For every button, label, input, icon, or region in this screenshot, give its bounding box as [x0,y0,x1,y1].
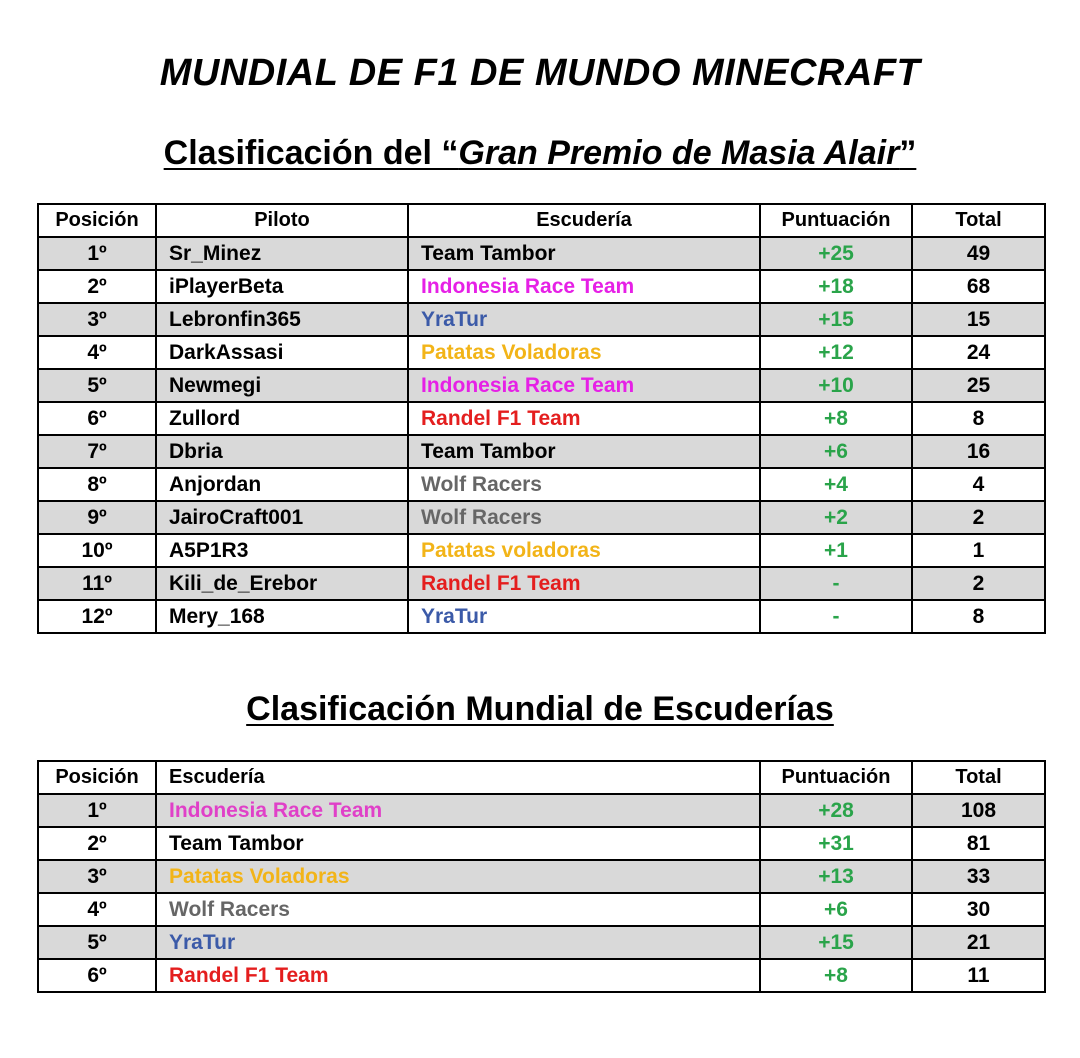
table-row [38,959,1045,992]
team-cell: Team Tambor [408,435,760,468]
table-row [38,336,1045,369]
table-row [38,303,1045,336]
team-cell: Randel F1 Team [408,567,760,600]
points-cell: +25 [760,237,912,270]
header-points: Puntuación [760,761,912,794]
position-cell: 4º [38,893,156,926]
driver-cell: Anjordan [156,468,408,501]
driver-cell: DarkAssasi [156,336,408,369]
table-row [38,794,1045,827]
position-cell: 5º [38,926,156,959]
total-cell: 33 [912,860,1045,893]
position-cell: 11º [38,567,156,600]
points-cell: +10 [760,369,912,402]
total-cell: 24 [912,336,1045,369]
position-cell: 4º [38,336,156,369]
position-cell: 3º [38,303,156,336]
document-title: MUNDIAL DE F1 DE MUNDO MINECRAFT [159,52,921,94]
teams-title-text: Clasificación Mundial de Escuderías [246,690,834,728]
team-cell: Wolf Racers [156,893,760,926]
team-cell: Team Tambor [408,237,760,270]
driver-cell: Kili_de_Erebor [156,567,408,600]
driver-cell: Lebronfin365 [156,303,408,336]
driver-cell: iPlayerBeta [156,270,408,303]
table-row [38,237,1045,270]
race-classification-title [0,134,1080,173]
points-cell: +8 [760,959,912,992]
position-cell: 9º [38,501,156,534]
position-cell: 2º [38,827,156,860]
table-row [38,926,1045,959]
table-row [38,402,1045,435]
team-cell: Team Tambor [156,827,760,860]
points-cell: - [760,600,912,633]
position-cell: 5º [38,369,156,402]
position-cell: 6º [38,959,156,992]
team-cell: Indonesia Race Team [408,270,760,303]
points-cell: +8 [760,402,912,435]
driver-cell: Mery_168 [156,600,408,633]
total-cell: 1 [912,534,1045,567]
total-cell: 49 [912,237,1045,270]
race-results-table [37,203,1046,634]
team-cell: Wolf Racers [408,468,760,501]
driver-cell: A5P1R3 [156,534,408,567]
driver-cell: Zullord [156,402,408,435]
teams-classification-title [0,690,1080,729]
total-cell: 21 [912,926,1045,959]
table-row [38,534,1045,567]
points-cell: +4 [760,468,912,501]
total-cell: 4 [912,468,1045,501]
header-points: Puntuación [760,204,912,237]
points-cell: +15 [760,926,912,959]
table-row [38,893,1045,926]
points-cell: +6 [760,893,912,926]
points-cell: - [760,567,912,600]
header-team: Escudería [156,761,760,794]
total-cell: 30 [912,893,1045,926]
total-cell: 68 [912,270,1045,303]
position-cell: 8º [38,468,156,501]
table-header-row [38,761,1045,794]
table-header-row [38,204,1045,237]
header-position: Posición [38,204,156,237]
total-cell: 8 [912,600,1045,633]
position-cell: 12º [38,600,156,633]
teams-standings-table [37,760,1046,993]
position-cell: 7º [38,435,156,468]
total-cell: 108 [912,794,1045,827]
total-cell: 16 [912,435,1045,468]
points-cell: +12 [760,336,912,369]
race-title-prefix: Clasificación del “ [163,134,459,172]
total-cell: 81 [912,827,1045,860]
total-cell: 8 [912,402,1045,435]
total-cell: 11 [912,959,1045,992]
table-row [38,860,1045,893]
team-cell: Patatas Voladoras [408,336,760,369]
points-cell: +6 [760,435,912,468]
table-row [38,435,1045,468]
table-row [38,501,1045,534]
driver-cell: Sr_Minez [156,237,408,270]
team-cell: Indonesia Race Team [156,794,760,827]
table-row [38,827,1045,860]
position-cell: 1º [38,794,156,827]
total-cell: 25 [912,369,1045,402]
team-cell: Patatas Voladoras [156,860,760,893]
table-row [38,369,1045,402]
team-cell: Randel F1 Team [156,959,760,992]
points-cell: +31 [760,827,912,860]
position-cell: 2º [38,270,156,303]
driver-cell: Dbria [156,435,408,468]
table-row [38,468,1045,501]
position-cell: 10º [38,534,156,567]
team-cell: YraTur [408,303,760,336]
driver-cell: Newmegi [156,369,408,402]
driver-cell: JairoCraft001 [156,501,408,534]
header-team: Escudería [408,204,760,237]
points-cell: +15 [760,303,912,336]
points-cell: +13 [760,860,912,893]
total-cell: 2 [912,567,1045,600]
points-cell: +28 [760,794,912,827]
position-cell: 1º [38,237,156,270]
team-cell: YraTur [156,926,760,959]
team-cell: Wolf Racers [408,501,760,534]
header-position: Posición [38,761,156,794]
table-row [38,567,1045,600]
team-cell: Indonesia Race Team [408,369,760,402]
total-cell: 2 [912,501,1045,534]
position-cell: 6º [38,402,156,435]
team-cell: Patatas voladoras [408,534,760,567]
team-cell: YraTur [408,600,760,633]
table-row [38,270,1045,303]
race-title-suffix: ” [899,134,917,172]
race-name: Gran Premio de Masia Alair [458,134,900,172]
points-cell: +2 [760,501,912,534]
points-cell: +18 [760,270,912,303]
total-cell: 15 [912,303,1045,336]
position-cell: 3º [38,860,156,893]
header-total: Total [912,204,1045,237]
team-cell: Randel F1 Team [408,402,760,435]
table-row [38,600,1045,633]
points-cell: +1 [760,534,912,567]
header-total: Total [912,761,1045,794]
header-driver: Piloto [156,204,408,237]
